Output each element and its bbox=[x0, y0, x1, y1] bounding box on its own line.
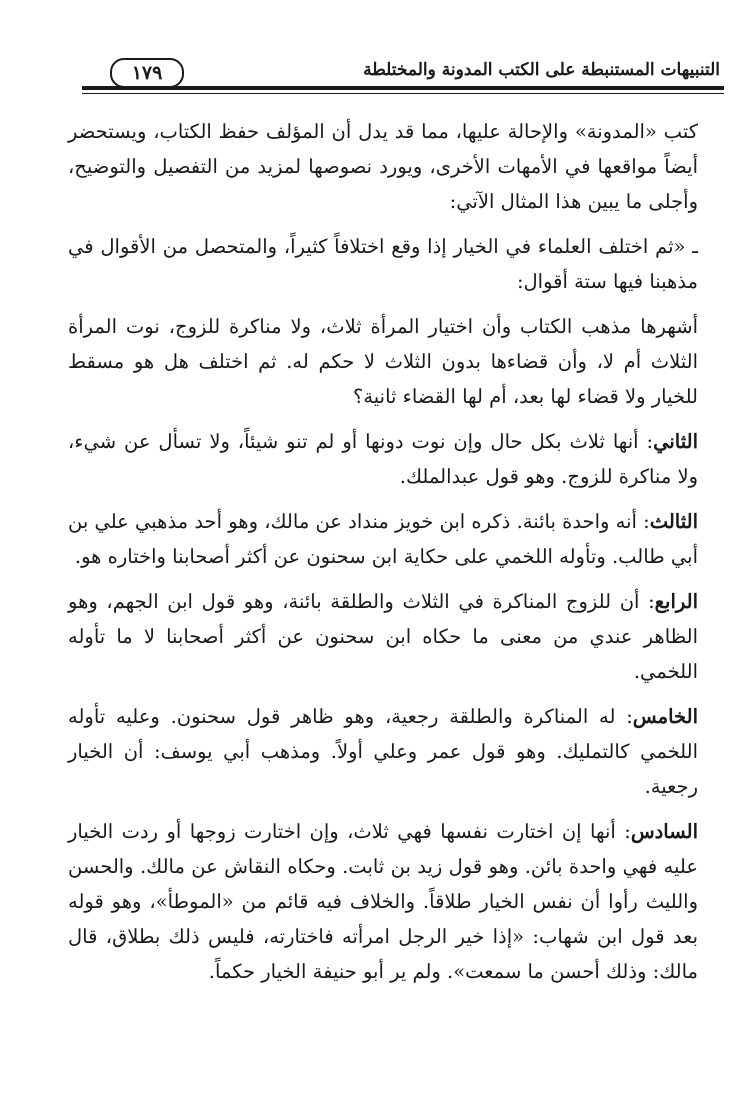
paragraph-text: كتب «المدونة» والإحالة عليها، مما قد يدل أن المؤلف حفظ الكتاب، ويستحضر أيضاً مواقعها في الأمهات الأخرى، ويورد نصوصها لمزيد من التفصيل والتوضيح، وأجلى ما يبين هذا المثال الآتي: bbox=[68, 120, 698, 213]
opinion-label: السادس bbox=[630, 820, 698, 843]
opinion-label: الثالث bbox=[649, 510, 698, 533]
paragraph-text: أشهرها مذهب الكتاب وأن اختيار المرأة ثلاث، ولا مناكرة للزوج، نوت المرأة الثلاث أم لا، وأن قضاءها بدون الثلاث لا حكم له. ثم اختلف هل هو مسقط للخيار ولا قضاء لها بعد، أم لها القضاء ثانية؟ bbox=[68, 315, 698, 408]
paragraph-fifth-opinion bbox=[68, 699, 698, 804]
paragraph-first-opinion bbox=[68, 309, 698, 414]
paragraph-text: : أن للزوج المناكرة في الثلاث والطلقة بائنة، وهو قول ابن الجهم، وهو الظاهر عندي من معنى ما حكاه ابن سحنون عن أكثر أصحابنا لا ما تأوله اللخمي. bbox=[68, 590, 698, 683]
page-body bbox=[68, 114, 698, 989]
paragraph-second-opinion bbox=[68, 424, 698, 494]
header-rule-thick bbox=[82, 86, 724, 90]
page-header bbox=[82, 56, 724, 100]
paragraph-text: : أنها ثلاث بكل حال وإن نوت دونها أو لم تنو شيئاً، ولا تسأل عن شيء، ولا مناكرة للزوج. وهو قول عبدالملك. bbox=[68, 430, 698, 488]
paragraph-text: ـ «ثم اختلف العلماء في الخيار إذا وقع اختلافاً كثيراً، والمتحصل من الأقوال في مذهبنا فيها ستة أقوال: bbox=[68, 235, 698, 293]
opinion-label: الثاني bbox=[653, 430, 698, 453]
page-number-badge: ١٧٩ bbox=[110, 58, 184, 88]
opinion-label: الخامس bbox=[632, 705, 698, 728]
paragraph-text: : له المناكرة والطلقة رجعية، وهو ظاهر قول سحنون. وعليه تأوله اللخمي كالتمليك. وهو قول عمر وعلي أولاً. ومذهب أبي يوسف: أن الخيار رجعية. bbox=[68, 705, 698, 798]
paragraph-third-opinion bbox=[68, 504, 698, 574]
paragraph-intro bbox=[68, 114, 698, 219]
paragraph-quote-opening bbox=[68, 229, 698, 299]
opinion-label: الرابع bbox=[654, 590, 698, 613]
paragraph-text: : أنه واحدة بائنة. ذكره ابن خويز منداد عن مالك، وهو أحد مذهبي علي بن أبي طالب. وتأوله اللخمي على حكاية ابن سحنون عن أكثر أصحابنا واختاره هو. bbox=[68, 510, 698, 568]
paragraph-text: : أنها إن اختارت نفسها فهي ثلاث، وإن اختارت زوجها أو ردت الخيار عليه فهي واحدة بائن. وهو قول زيد بن ثابت. وحكاه النقاش عن مالك. والحسن والليث رأوا أن نفس الخيار طلاقاً. والخلاف فيه قائم من «الموطأ»، وهو قوله بعد قول ابن شهاب: «إذا خير الرجل امرأته فاختارته، فليس ذلك بطلاق، قال مالك: وذلك أحسن ما سمعت». ولم ير أبو حنيفة الخيار حكماً. bbox=[68, 820, 698, 983]
paragraph-sixth-opinion bbox=[68, 814, 698, 989]
header-rule-thin bbox=[82, 93, 724, 94]
running-title: التنبيهات المستنبطة على الكتب المدونة والمختلطة bbox=[363, 60, 720, 80]
paragraph-fourth-opinion bbox=[68, 584, 698, 689]
